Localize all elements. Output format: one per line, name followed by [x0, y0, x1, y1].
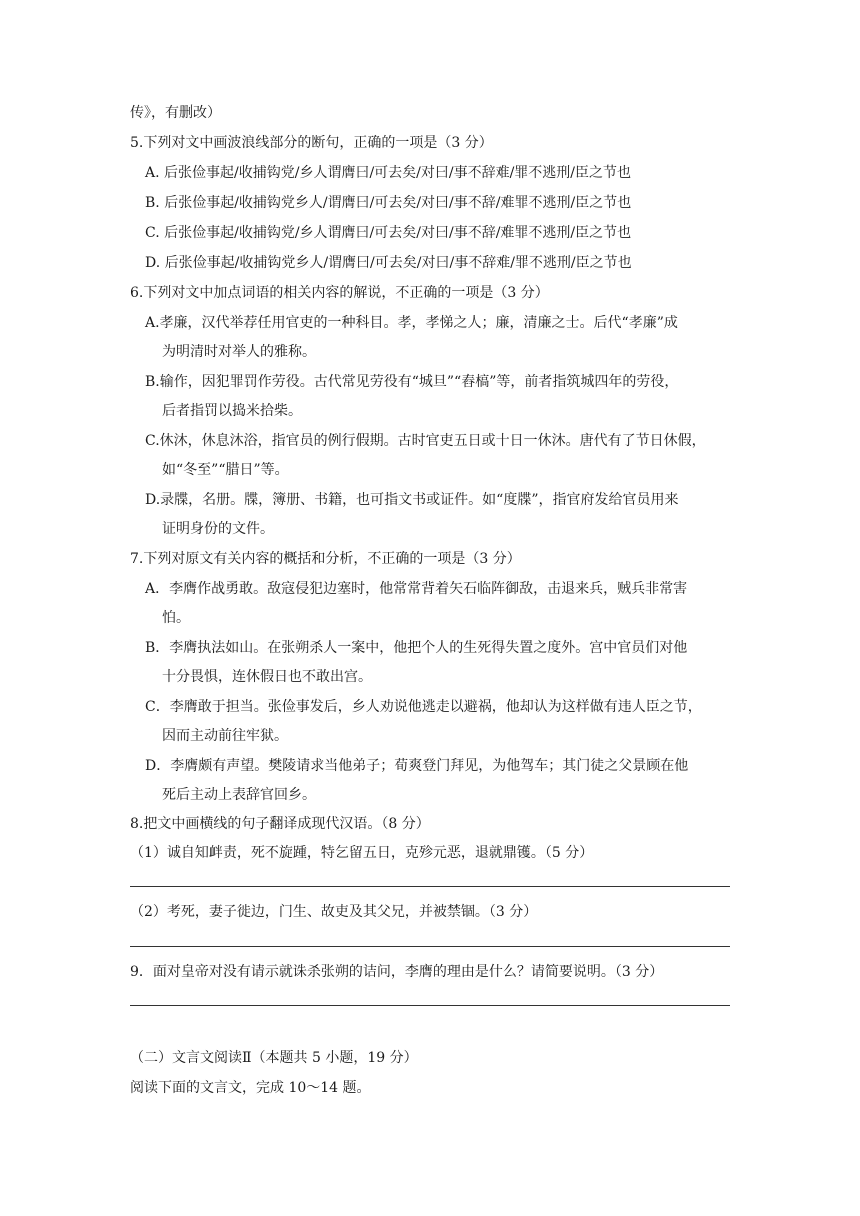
q5-option-c: C. 后张俭事起/收捕钩党/乡人谓膺曰/可去矣/对曰/事不辞/难罪不逃刑/臣之节也 [145, 225, 632, 241]
q7-option-b-line1: B．李膺执法如山。在张朔杀人一案中，他把个人的生死得失置之度外。宫中官员们对他 [145, 640, 688, 656]
q6-option-a-line2: 为明清时对举人的雅称。 [162, 344, 316, 360]
q7-option-a-line1: A．李膺作战勇敢。敌寇侵犯边塞时，他常常背着矢石临阵御敌，击退来兵，贼兵非常害 [145, 581, 688, 597]
q6-option-b-line1: B.输作，因犯罪罚作劳役。古代常见劳役有“城旦”“舂槁”等，前者指筑城四年的劳役， [145, 374, 679, 390]
q5-option-a: A. 后张俭事起/收捕钩党/乡人谓膺曰/可去矣/对曰/事不辞难/罪不逃刑/臣之节也 [145, 165, 632, 181]
q6-option-a-line1: A.孝廉，汉代举荐任用官吏的一种科目。孝，孝悌之人；廉，清廉之士。后代“孝廉”成 [145, 315, 678, 331]
q5-option-d: D. 后张俭事起/收捕钩党乡人/谓膺曰/可去矣/对曰/事不辞难/罪不逃刑/臣之节也 [145, 255, 632, 271]
section-2-instruction: 阅读下面的文言文，完成 10～14 题。 [130, 1080, 371, 1096]
question-8-stem: 8.把文中画横线的句子翻译成现代汉语。（8 分） [130, 816, 430, 832]
question-6-stem: 6.下列对文中加点词语的相关内容的解说，不正确的一项是（3 分） [130, 285, 549, 301]
source-note-tail: 传》，有删改） [130, 105, 221, 121]
q7-option-c-line1: C．李膺敢于担当。张俭事发后，乡人劝说他逃走以避祸，他却认为这样做有违人臣之节， [145, 699, 702, 715]
q8-part-2: （2）考死，妻子徙边，门生、故吏及其父兄，并被禁锢。（3 分） [130, 904, 538, 920]
q9-answer-line[interactable] [130, 1005, 730, 1006]
q8-part-1-answer-line[interactable] [130, 886, 730, 887]
q7-option-b-line2: 十分畏惧，连休假日也不敢出宫。 [162, 669, 372, 685]
q7-option-a-line2: 怕。 [162, 610, 190, 626]
q6-option-c-line2: 如“冬至”“腊日”等。 [162, 462, 289, 478]
q6-option-d-line1: D.录牒，名册。牒，簿册、书籍，也可指文书或证件。如“度牒”，指官府发给官员用来 [145, 492, 679, 508]
q7-option-c-line2: 因而主动前往牢狱。 [162, 728, 288, 744]
q8-part-1: （1）诚自知衅责，死不旋踵，特乞留五日，克殄元恶，退就鼎镬。（5 分） [130, 845, 594, 861]
q6-option-d-line2: 证明身份的文件。 [162, 521, 274, 537]
question-9-stem: 9．面对皇帝对没有请示就诛杀张朔的诘问，李膺的理由是什么？请简要说明。（3 分） [130, 964, 664, 980]
q5-option-b: B. 后张俭事起/收捕钩党乡人/谓膺曰/可去矣/对曰/事不辞/难罪不逃刑/臣之节也 [145, 195, 632, 211]
q7-option-d-line1: D．李膺颇有声望。樊陵请求当他弟子；荀爽登门拜见，为他驾车；其门徒之父景顾在他 [145, 758, 689, 774]
section-2-heading: （二）文言文阅读Ⅱ（本题共 5 小题，19 分） [130, 1050, 418, 1066]
q7-option-d-line2: 死后主动上表辞官回乡。 [162, 787, 316, 803]
q8-part-2-answer-line[interactable] [130, 946, 730, 947]
question-7-stem: 7.下列对原文有关内容的概括和分析，不正确的一项是（3 分） [130, 551, 521, 567]
q6-option-c-line1: C.休沐，休息沐浴，指官员的例行假期。古时官吏五日或十日一休沐。唐代有了节日休假， [145, 433, 706, 449]
q6-option-b-line2: 后者指罚以捣米拾柴。 [162, 403, 302, 419]
question-5-stem: 5.下列对文中画波浪线部分的断句，正确的一项是（3 分） [130, 135, 493, 151]
